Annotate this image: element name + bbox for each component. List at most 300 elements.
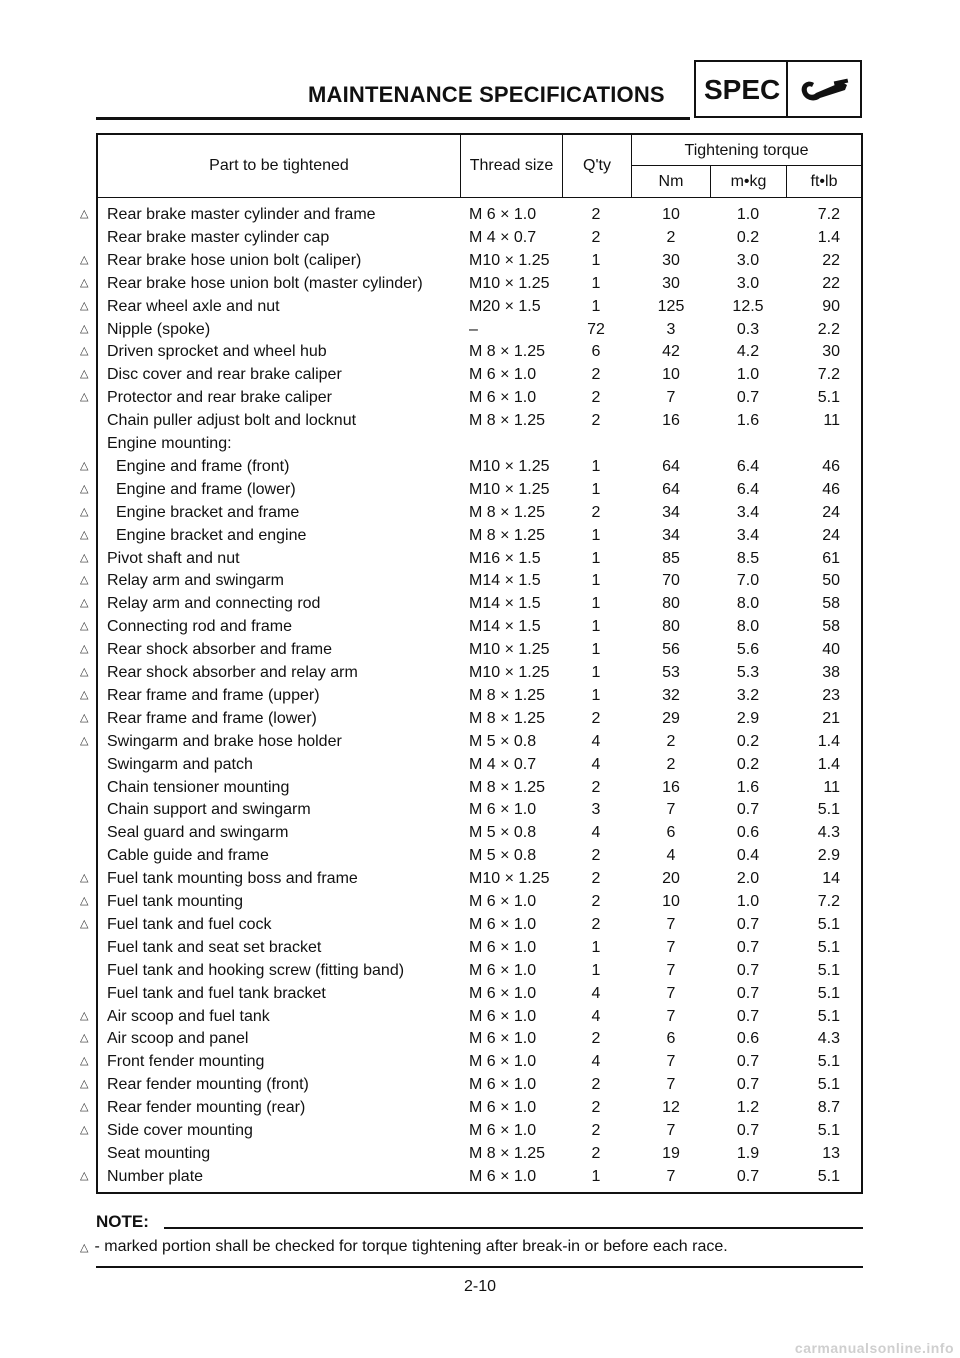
nm-cell: 10 [662, 366, 680, 384]
table-row [0, 547, 960, 570]
mkg-cell: 2.0 [736, 870, 760, 888]
mkg-cell: 8.0 [736, 618, 760, 636]
check-mark-icon: △ [80, 505, 89, 518]
part-cell: Air scoop and fuel tank [107, 1007, 270, 1025]
ftlb-cell: 58 [822, 618, 840, 636]
table-row [0, 1142, 960, 1165]
thread-cell: M 6 × 1.0 [469, 938, 537, 956]
header-mkg: m•kg [730, 173, 767, 190]
qty-cell: 1 [591, 1167, 601, 1185]
mkg-cell: 0.2 [736, 732, 760, 750]
ftlb-cell: 5.1 [817, 1122, 840, 1139]
check-mark-icon: △ [80, 1078, 89, 1091]
footer-rule [96, 1266, 863, 1268]
thread-cell: M 6 × 1.0 [469, 1167, 537, 1185]
wrench-icon [798, 76, 850, 104]
qty-cell: 2 [591, 1030, 601, 1048]
thread-cell: M 6 × 1.0 [469, 1030, 537, 1048]
part-cell: Front fender mounting [107, 1053, 265, 1071]
qty-cell: 4 [591, 732, 601, 750]
table-row [0, 524, 960, 547]
ftlb-cell: 7.2 [817, 206, 840, 223]
nm-cell: 10 [662, 206, 680, 223]
check-mark-icon: △ [80, 482, 89, 495]
table-row [0, 1027, 960, 1050]
thread-cell: M20 × 1.5 [469, 297, 541, 315]
mkg-cell: 8.5 [736, 549, 760, 567]
mkg-cell: 3.0 [736, 274, 760, 292]
mkg-cell: 1.2 [736, 1099, 760, 1117]
nm-cell: 3 [666, 320, 676, 338]
mkg-cell: 8.0 [736, 595, 760, 613]
qty-cell: 1 [591, 938, 601, 956]
ftlb-cell: 46 [822, 480, 840, 498]
table-row [0, 844, 960, 867]
part-cell: Air scoop and panel [107, 1030, 249, 1048]
table-row [0, 1119, 960, 1142]
part-cell: Chain tensioner mounting [107, 778, 290, 796]
part-cell: Driven sprocket and wheel hub [107, 343, 327, 361]
part-cell: Engine bracket and frame [116, 503, 300, 521]
ftlb-cell: 5.1 [817, 915, 840, 933]
nm-cell: 16 [662, 778, 680, 796]
thread-cell: M 6 × 1.0 [469, 1122, 537, 1139]
ftlb-cell: 4.3 [817, 824, 840, 842]
qty-cell: 4 [591, 1007, 601, 1025]
part-cell: Protector and rear brake caliper [107, 389, 332, 407]
nm-cell: 19 [662, 1144, 680, 1162]
qty-cell: 4 [591, 1053, 601, 1071]
ftlb-cell: 30 [822, 343, 840, 361]
header-nm: Nm [658, 173, 684, 190]
qty-cell: 4 [591, 824, 601, 842]
mkg-cell: 0.7 [736, 1076, 760, 1094]
note-body: - marked portion shall be checked for torque tightening after break-in or before each race. [94, 1238, 728, 1255]
mkg-cell: 1.0 [736, 366, 760, 384]
qty-cell: 2 [591, 389, 601, 407]
mkg-cell: 0.7 [736, 938, 760, 956]
qty-cell: 3 [591, 801, 601, 819]
table-row [0, 684, 960, 707]
table-row [0, 1165, 960, 1188]
qty-cell: 1 [591, 686, 601, 704]
thread-cell: M 6 × 1.0 [469, 206, 537, 223]
table-row [0, 730, 960, 753]
nm-cell: 7 [666, 961, 676, 979]
part-cell: Fuel tank mounting [107, 893, 244, 910]
ftlb-cell: 23 [822, 686, 840, 704]
page-title: MAINTENANCE SPECIFICATIONS [308, 82, 665, 107]
part-cell: Fuel tank and fuel cock [107, 915, 272, 933]
table-row [0, 1050, 960, 1073]
ftlb-cell: 24 [822, 526, 840, 544]
table-row [0, 386, 960, 409]
nm-cell: 32 [662, 686, 680, 704]
qty-cell: 6 [591, 343, 601, 361]
check-mark-icon: △ [80, 1009, 89, 1022]
qty-cell: 1 [591, 664, 601, 681]
table-row [0, 340, 960, 363]
ftlb-cell: 1.4 [817, 755, 840, 773]
mkg-cell: 0.7 [736, 915, 760, 933]
ftlb-cell: 46 [822, 457, 840, 475]
table-row [0, 707, 960, 730]
nm-cell: 7 [666, 915, 676, 933]
qty-cell: 1 [591, 297, 601, 315]
mkg-cell: 5.6 [736, 641, 760, 659]
ftlb-cell: 5.1 [817, 389, 840, 407]
ftlb-cell: 2.2 [817, 320, 840, 338]
ftlb-cell: 13 [822, 1144, 840, 1162]
thread-cell: M 8 × 1.25 [469, 503, 546, 521]
check-mark-icon: △ [80, 895, 89, 907]
thread-cell: M10 × 1.25 [469, 274, 550, 292]
qty-cell: 2 [591, 709, 601, 727]
mkg-cell: 1.6 [736, 412, 760, 430]
part-cell: Rear brake hose union bolt (master cylinder) [107, 274, 423, 292]
mkg-cell: 3.0 [736, 251, 760, 269]
mkg-cell: 0.2 [736, 228, 760, 246]
table-row [0, 936, 960, 959]
table-row [0, 615, 960, 638]
ftlb-cell: 22 [822, 274, 840, 292]
mkg-cell: 0.7 [736, 984, 760, 1002]
qty-cell: 2 [591, 847, 601, 865]
nm-cell: 7 [666, 1007, 676, 1025]
check-mark-icon: △ [80, 459, 89, 472]
qty-cell: 2 [591, 412, 601, 430]
nm-cell: 7 [666, 938, 676, 956]
ftlb-cell: 11 [823, 412, 840, 430]
ftlb-cell: 40 [822, 641, 840, 659]
mkg-cell: 12.5 [732, 297, 764, 315]
thread-cell: M 5 × 0.8 [469, 732, 537, 750]
check-mark-icon: △ [80, 574, 89, 587]
check-mark-icon: △ [80, 688, 89, 701]
table-row [0, 753, 960, 776]
thread-cell: M 6 × 1.0 [469, 915, 537, 933]
qty-cell: 1 [591, 526, 601, 544]
ftlb-cell: 1.4 [817, 228, 840, 246]
part-cell: Engine mounting: [107, 435, 232, 452]
part-cell: Relay arm and connecting rod [107, 595, 321, 613]
nm-cell: 7 [666, 1122, 676, 1139]
mkg-cell: 7.0 [736, 572, 760, 590]
part-cell: Rear fender mounting (rear) [107, 1099, 306, 1117]
nm-cell: 2 [666, 228, 676, 246]
table-row [0, 1096, 960, 1119]
check-mark-icon: △ [80, 1032, 89, 1045]
part-cell: Seal guard and swingarm [107, 824, 289, 842]
table-row [0, 409, 960, 432]
check-mark-icon: △ [80, 734, 89, 747]
thread-cell: M 8 × 1.25 [469, 526, 546, 544]
thread-cell: M10 × 1.25 [469, 664, 550, 681]
check-mark-icon: △ [80, 345, 89, 358]
qty-cell: 1 [591, 618, 601, 636]
ftlb-cell: 61 [822, 549, 840, 567]
qty-cell: 2 [591, 1076, 601, 1094]
part-cell: Fuel tank and hooking screw (fitting band) [107, 961, 405, 979]
header-rule [96, 117, 690, 120]
table-row [0, 661, 960, 684]
nm-cell: 7 [666, 1053, 676, 1071]
ftlb-cell: 5.1 [817, 1076, 840, 1094]
qty-cell: 2 [591, 206, 601, 223]
thread-cell: M 6 × 1.0 [469, 1076, 537, 1094]
nm-cell: 2 [666, 755, 676, 773]
part-cell: Rear shock absorber and relay arm [107, 664, 358, 681]
part-cell: Fuel tank and seat set bracket [107, 938, 322, 956]
table-row [0, 226, 960, 249]
nm-cell: 34 [662, 526, 680, 544]
mkg-cell: 3.4 [736, 526, 760, 544]
part-cell: Fuel tank and fuel tank bracket [107, 984, 326, 1002]
part-cell: Rear fender mounting (front) [107, 1076, 309, 1094]
table-row [0, 272, 960, 295]
mkg-cell: 0.2 [736, 755, 760, 773]
ftlb-cell: 1.4 [817, 732, 840, 750]
part-cell: Engine and frame (lower) [116, 480, 296, 498]
watermark: carmanualsonline.info [794, 1340, 954, 1356]
check-mark-icon: △ [80, 1124, 89, 1136]
mkg-cell: 1.6 [736, 778, 760, 796]
mkg-cell: 0.7 [736, 1167, 760, 1185]
thread-cell: M 8 × 1.25 [469, 412, 546, 430]
note-text [80, 1238, 728, 1256]
nm-cell: 7 [666, 389, 676, 407]
table-row [0, 959, 960, 982]
nm-cell: 7 [666, 801, 676, 819]
part-cell: Swingarm and patch [107, 755, 253, 773]
table-row [0, 867, 960, 890]
nm-cell: 64 [662, 457, 680, 475]
mkg-cell: 0.7 [736, 961, 760, 979]
thread-cell: M 5 × 0.8 [469, 847, 537, 865]
qty-cell: 2 [591, 228, 601, 246]
mkg-cell: 6.4 [736, 457, 760, 475]
thread-cell: M 6 × 1.0 [469, 801, 537, 819]
nm-cell: 6 [666, 824, 676, 842]
qty-cell: 1 [591, 251, 601, 269]
mkg-cell: 0.3 [736, 320, 760, 338]
table-row [0, 501, 960, 524]
part-cell: Rear frame and frame (upper) [107, 686, 320, 704]
part-cell: Fuel tank mounting boss and frame [107, 870, 358, 888]
nm-cell: 125 [657, 297, 685, 315]
check-mark-icon: △ [80, 368, 89, 381]
table-row [0, 363, 960, 386]
thread-cell: M14 × 1.5 [469, 595, 541, 613]
qty-cell: 1 [591, 457, 601, 475]
ftlb-cell: 5.1 [817, 1053, 840, 1071]
nm-cell: 7 [666, 1167, 676, 1185]
ftlb-cell: 5.1 [817, 938, 840, 956]
part-cell: Engine bracket and engine [116, 526, 307, 544]
part-cell: Connecting rod and frame [107, 618, 292, 636]
ftlb-cell: 22 [822, 251, 840, 269]
mkg-cell: 2.9 [736, 709, 760, 727]
mkg-cell: 0.7 [736, 1007, 760, 1025]
thread-cell: M 4 × 0.7 [469, 228, 537, 246]
nm-cell: 6 [666, 1030, 676, 1048]
part-cell: Pivot shaft and nut [107, 549, 240, 567]
header-qty: Q'ty [583, 157, 611, 174]
qty-cell: 1 [591, 595, 601, 613]
mkg-cell: 3.2 [736, 686, 760, 704]
nm-cell: 7 [666, 1076, 676, 1094]
check-mark-icon: △ [80, 322, 89, 335]
ftlb-cell: 11 [823, 778, 840, 796]
check-mark-icon: △ [80, 299, 89, 312]
spec-badge [694, 60, 862, 118]
ftlb-cell: 5.1 [817, 801, 840, 819]
ftlb-cell: 14 [822, 870, 840, 888]
table-row [0, 569, 960, 592]
note-rule [164, 1227, 863, 1229]
mkg-cell: 0.6 [736, 1030, 760, 1048]
mkg-cell: 0.7 [736, 801, 760, 819]
ftlb-cell: 5.1 [817, 984, 840, 1002]
table-row [0, 776, 960, 799]
thread-cell: – [469, 320, 478, 338]
qty-cell: 2 [591, 503, 601, 521]
nm-cell: 29 [662, 709, 680, 727]
mkg-cell: 4.2 [736, 343, 760, 361]
check-mark-icon: △ [80, 872, 89, 885]
note-label: NOTE: [96, 1212, 149, 1231]
check-mark-icon: △ [80, 917, 89, 930]
nm-cell: 80 [662, 595, 680, 613]
qty-cell: 2 [591, 893, 601, 910]
ftlb-cell: 7.2 [817, 366, 840, 384]
check-mark-icon: △ [80, 1169, 89, 1182]
ftlb-cell: 7.2 [817, 893, 840, 910]
nm-cell: 7 [666, 984, 676, 1002]
part-cell: Chain support and swingarm [107, 801, 311, 819]
check-mark-icon: △ [80, 391, 89, 404]
qty-cell: 2 [591, 778, 601, 796]
mkg-cell: 0.7 [736, 389, 760, 407]
thread-cell: M 6 × 1.0 [469, 366, 537, 384]
mkg-cell: 5.3 [736, 664, 760, 681]
spec-label: SPEC [704, 74, 781, 105]
ftlb-cell: 5.1 [817, 1007, 840, 1025]
table-row [0, 913, 960, 936]
check-mark-icon: △ [80, 711, 89, 724]
mkg-cell: 3.4 [736, 503, 760, 521]
nm-cell: 42 [662, 343, 680, 361]
qty-cell: 1 [591, 480, 601, 498]
part-cell: Side cover mounting [107, 1122, 253, 1139]
nm-cell: 30 [662, 274, 680, 292]
table-row [0, 249, 960, 272]
check-mark-icon: △ [80, 666, 89, 678]
qty-cell: 1 [591, 961, 601, 979]
part-cell: Seat mounting [107, 1144, 211, 1162]
table-row [0, 592, 960, 615]
table-row [0, 798, 960, 821]
table-row [0, 821, 960, 844]
part-cell: Rear shock absorber and frame [107, 641, 332, 659]
torque-subheader-rule [631, 165, 863, 166]
thread-cell: M14 × 1.5 [469, 572, 541, 590]
mkg-cell: 0.6 [736, 824, 760, 842]
check-mark-icon: △ [80, 620, 89, 633]
nm-cell: 12 [662, 1099, 680, 1117]
check-mark-icon: △ [80, 1055, 89, 1068]
mkg-cell: 1.0 [736, 206, 760, 223]
check-mark-icon: △ [80, 276, 89, 289]
check-mark-icon: △ [80, 208, 89, 220]
check-mark-icon: △ [80, 643, 89, 656]
nm-cell: 53 [662, 664, 680, 681]
thread-cell: M 6 × 1.0 [469, 893, 537, 910]
ftlb-cell: 90 [822, 297, 840, 315]
table-row [0, 1005, 960, 1028]
mkg-cell: 6.4 [736, 480, 760, 498]
table-row [0, 982, 960, 1005]
header-thread: Thread size [469, 157, 554, 174]
part-cell: Nipple (spoke) [107, 320, 211, 338]
ftlb-cell: 21 [822, 709, 840, 727]
table-row [0, 890, 960, 913]
qty-cell: 1 [591, 549, 601, 567]
ftlb-cell: 5.1 [817, 1167, 840, 1185]
part-cell: Engine and frame (front) [116, 457, 290, 475]
ftlb-cell: 58 [822, 595, 840, 613]
table-row [0, 432, 960, 455]
table-row [0, 478, 960, 501]
nm-cell: 85 [662, 549, 680, 567]
nm-cell: 80 [662, 618, 680, 636]
qty-cell: 2 [591, 1144, 601, 1162]
table-row [0, 203, 960, 226]
nm-cell: 70 [662, 572, 680, 590]
thread-cell: M 4 × 0.7 [469, 755, 537, 773]
part-cell: Rear wheel axle and nut [107, 297, 280, 315]
qty-cell: 72 [587, 320, 605, 338]
check-mark-icon: △ [80, 1242, 89, 1254]
part-cell: Chain puller adjust bolt and locknut [107, 412, 357, 430]
table-row [0, 638, 960, 661]
nm-cell: 64 [662, 480, 680, 498]
ftlb-cell: 5.1 [817, 961, 840, 979]
thread-cell: M 8 × 1.25 [469, 343, 546, 361]
header-part: Part to be tightened [209, 157, 349, 174]
part-cell: Rear brake master cylinder cap [107, 228, 330, 246]
thread-cell: M14 × 1.5 [469, 618, 541, 636]
nm-cell: 2 [666, 732, 676, 750]
part-cell: Swingarm and brake hose holder [107, 732, 342, 750]
ftlb-cell: 24 [822, 503, 840, 521]
table-row [0, 1073, 960, 1096]
qty-cell: 2 [591, 915, 601, 933]
ftlb-cell: 8.7 [817, 1099, 840, 1117]
check-mark-icon: △ [80, 253, 89, 266]
qty-cell: 2 [591, 1122, 601, 1139]
thread-cell: M 6 × 1.0 [469, 1099, 537, 1117]
part-cell: Rear brake master cylinder and frame [107, 206, 376, 223]
table-row [0, 318, 960, 341]
thread-cell: M 8 × 1.25 [469, 686, 546, 704]
thread-cell: M 6 × 1.0 [469, 1007, 537, 1025]
check-mark-icon: △ [80, 1101, 89, 1114]
thread-cell: M 6 × 1.0 [469, 389, 537, 407]
thread-cell: M 8 × 1.25 [469, 709, 546, 727]
qty-cell: 1 [591, 572, 601, 590]
nm-cell: 34 [662, 503, 680, 521]
